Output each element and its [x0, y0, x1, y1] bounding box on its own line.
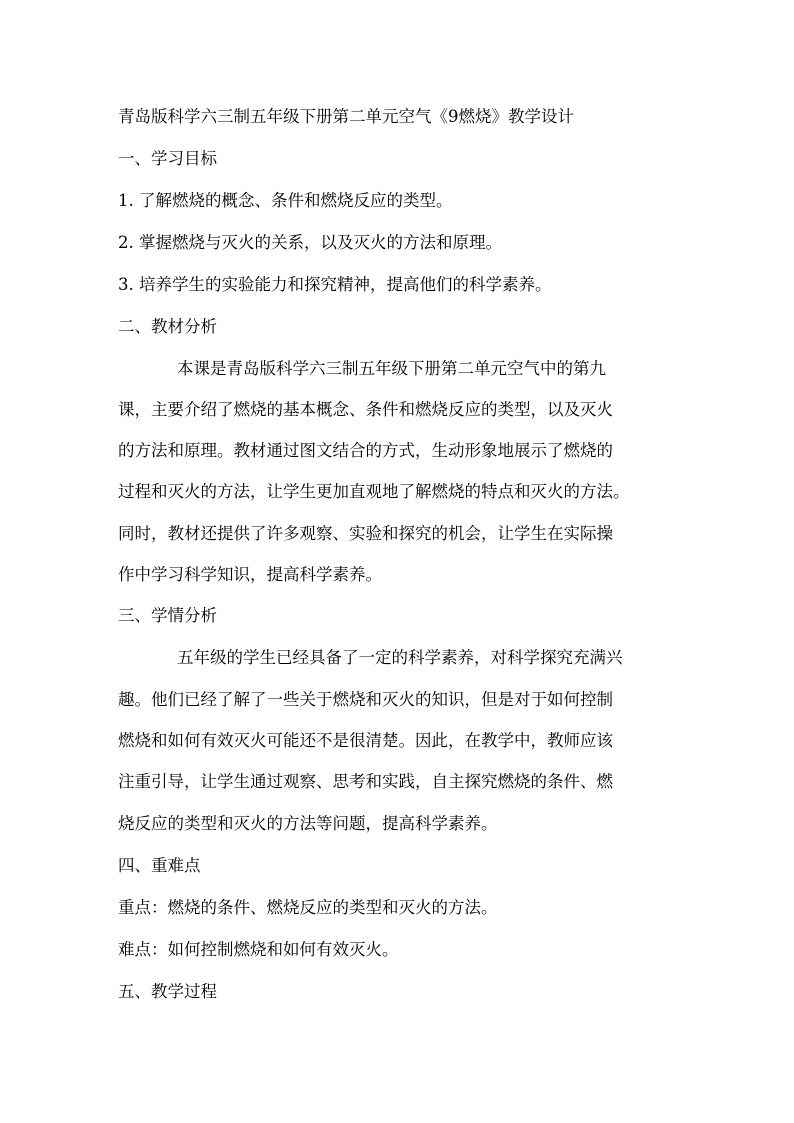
paragraph-line: 五年级的学生已经具备了一定的科学素养，对科学探究充满兴	[177, 648, 623, 667]
paragraph-line: 过程和灭火的方法，让学生更加直观地了解燃烧的特点和灭火的方法。	[118, 482, 630, 501]
section-heading-objectives: 一、学习目标	[118, 149, 217, 168]
paragraph-line: 课，主要介绍了燃烧的基本概念、条件和燃烧反应的类型，以及灭火	[118, 400, 613, 419]
paragraph-line: 注重引导，让学生通过观察、思考和实践，自主探究燃烧的条件、燃	[118, 772, 613, 791]
paragraph-line: 的方法和原理。教材通过图文结合的方式，生动形象地展示了燃烧的	[118, 441, 613, 460]
objective-item: 2. 掌握燃烧与灭火的关系，以及灭火的方法和原理。	[118, 233, 502, 252]
objective-item: 1. 了解燃烧的概念、条件和燃烧反应的类型。	[118, 191, 453, 210]
key-point-line: 重点：燃烧的条件、燃烧反应的类型和灭火的方法。	[118, 898, 498, 917]
section-heading-key-points: 四、重难点	[118, 856, 201, 875]
paragraph-line: 作中学习科学知识，提高科学素养。	[118, 565, 382, 584]
paragraph-line: 燃烧和如何有效灭火可能还不是很清楚。因此，在教学中，教师应该	[118, 731, 613, 750]
objective-item: 3. 培养学生的实验能力和探究精神，提高他们的科学素养。	[118, 275, 552, 294]
difficult-point-line: 难点：如何控制燃烧和如何有效灭火。	[118, 940, 399, 959]
section-heading-process: 五、教学过程	[118, 982, 217, 1001]
paragraph-line: 本课是青岛版科学六三制五年级下册第二单元空气中的第九	[177, 359, 606, 378]
paragraph-line: 趣。他们已经了解了一些关于燃烧和灭火的知识，但是对于如何控制	[118, 690, 613, 709]
paragraph-line: 烧反应的类型和灭火的方法等问题，提高科学素养。	[118, 814, 498, 833]
paragraph-line: 同时，教材还提供了许多观察、实验和探究的机会，让学生在实际操	[118, 524, 613, 543]
document-title: 青岛版科学六三制五年级下册第二单元空气《9燃烧》教学设计	[118, 107, 574, 126]
section-heading-students: 三、学情分析	[118, 606, 217, 625]
section-heading-textbook: 二、教材分析	[118, 317, 217, 336]
